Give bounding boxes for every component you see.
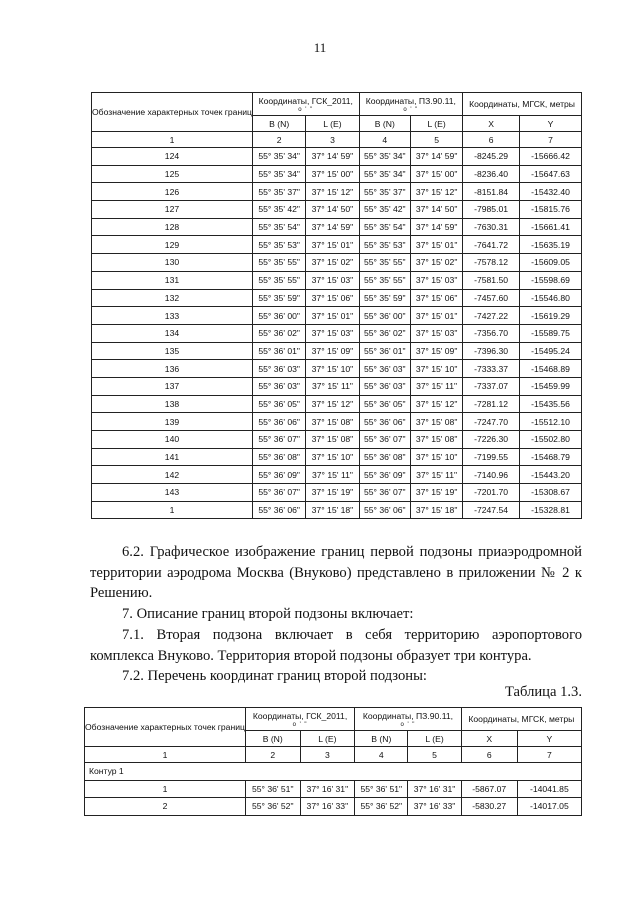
col-header-pz bbox=[359, 93, 463, 116]
table-row bbox=[85, 798, 582, 816]
table-cell: -15609.05 bbox=[520, 254, 582, 272]
table-cell: -7140.96 bbox=[463, 466, 520, 484]
table-cell: 141 bbox=[92, 448, 253, 466]
table-cell: 37° 15' 01" bbox=[306, 307, 359, 325]
pz-units: о ' " bbox=[400, 721, 416, 728]
table-row bbox=[92, 431, 582, 449]
table-cell: -15598.69 bbox=[520, 271, 582, 289]
table-cell: 55° 36' 06" bbox=[252, 413, 305, 431]
table-cell: 55° 35' 34" bbox=[359, 165, 411, 183]
col-header-b: B (N) bbox=[359, 116, 411, 132]
gsk-units: о ' " bbox=[298, 106, 314, 113]
table-cell: -8151.84 bbox=[463, 183, 520, 201]
column-number: 7 bbox=[517, 747, 581, 763]
table-cell: 37° 15' 01" bbox=[411, 307, 463, 325]
table-cell: -7226.30 bbox=[463, 431, 520, 449]
table-cell: 55° 35' 54" bbox=[252, 218, 305, 236]
table-row bbox=[92, 360, 582, 378]
table-cell: 55° 35' 34" bbox=[359, 148, 411, 166]
table-cell: -15666.42 bbox=[520, 148, 582, 166]
table-cell: -7333.37 bbox=[463, 360, 520, 378]
table-cell: 55° 36' 52" bbox=[245, 798, 300, 816]
table-cell: 132 bbox=[92, 289, 253, 307]
table-row bbox=[92, 271, 582, 289]
col-header-mgsk: Координаты, МГСК, метры bbox=[461, 708, 581, 731]
table-cell: 37° 14' 59" bbox=[306, 218, 359, 236]
table-cell: 55° 36' 05" bbox=[359, 395, 411, 413]
table-cell: 140 bbox=[92, 431, 253, 449]
table-cell: 55° 35' 55" bbox=[359, 254, 411, 272]
table-cell: 37° 15' 03" bbox=[411, 271, 463, 289]
table-cell: 55° 36' 08" bbox=[359, 448, 411, 466]
table-cell: -7199.55 bbox=[463, 448, 520, 466]
table-cell: 55° 36' 08" bbox=[252, 448, 305, 466]
column-number: 6 bbox=[461, 747, 517, 763]
col-header-mgsk: Координаты, МГСК, метры bbox=[463, 93, 582, 116]
table-cell: 37° 14' 59" bbox=[411, 218, 463, 236]
column-number: 3 bbox=[300, 747, 355, 763]
table-cell: -7581.50 bbox=[463, 271, 520, 289]
table-cell: 37° 15' 03" bbox=[306, 324, 359, 342]
table-cell: 37° 15' 08" bbox=[306, 431, 359, 449]
table-cell: -15468.79 bbox=[520, 448, 582, 466]
table-cell: 55° 36' 01" bbox=[252, 342, 305, 360]
column-number: 4 bbox=[355, 747, 408, 763]
contour-group-row bbox=[85, 763, 582, 781]
table-cell: 55° 36' 09" bbox=[359, 466, 411, 484]
column-number: 1 bbox=[85, 747, 246, 763]
paragraph-7-2: 7.2. Перечень координат границ второй подзоны: bbox=[122, 668, 427, 684]
table-cell: -7630.31 bbox=[463, 218, 520, 236]
table-cell: 37° 15' 18" bbox=[411, 501, 463, 519]
contour-label: Контур 1 bbox=[85, 763, 582, 781]
column-number: 5 bbox=[408, 747, 461, 763]
table-row bbox=[92, 466, 582, 484]
table-cell: 37° 15' 08" bbox=[411, 431, 463, 449]
table-cell: 37° 16' 33" bbox=[408, 798, 461, 816]
column-number: 1 bbox=[92, 132, 253, 148]
table-row bbox=[92, 413, 582, 431]
table-cell: 37° 15' 19" bbox=[306, 484, 359, 502]
table-cell: 55° 36' 02" bbox=[252, 324, 305, 342]
table-cell: 37° 15' 11" bbox=[411, 377, 463, 395]
gsk-title: Координаты, ГСК_2011, bbox=[252, 710, 348, 721]
table-cell: -15435.56 bbox=[520, 395, 582, 413]
table-cell: -7356.70 bbox=[463, 324, 520, 342]
gsk-units: о ' " bbox=[292, 721, 308, 728]
table-cell: -15432.40 bbox=[520, 183, 582, 201]
paragraph-6-2: 6.2. Графическое изображение границ первой подзоны приаэродромной территории аэродрома Москва (Внуково) представлено в приложении № 2 к Решению. bbox=[90, 544, 582, 601]
table-cell: 55° 36' 00" bbox=[252, 307, 305, 325]
table-cell: 55° 35' 55" bbox=[359, 271, 411, 289]
table-cell: 37° 15' 03" bbox=[411, 324, 463, 342]
table-cell: 55° 35' 59" bbox=[359, 289, 411, 307]
table-cell: -14017.05 bbox=[517, 798, 581, 816]
table-cell: 127 bbox=[92, 201, 253, 219]
col-header-x: X bbox=[463, 116, 520, 132]
table-cell: -15468.89 bbox=[520, 360, 582, 378]
table-cell: -8245.29 bbox=[463, 148, 520, 166]
table-cell: 37° 15' 02" bbox=[411, 254, 463, 272]
table-cell: -14041.85 bbox=[517, 780, 581, 798]
table-cell: -15546.80 bbox=[520, 289, 582, 307]
table-cell: -15443.20 bbox=[520, 466, 582, 484]
table-row bbox=[92, 501, 582, 519]
table-cell: 37° 15' 00" bbox=[306, 165, 359, 183]
table-cell: 37° 15' 12" bbox=[306, 183, 359, 201]
table-cell: 37° 16' 31" bbox=[408, 780, 461, 798]
table-cell: 37° 15' 06" bbox=[306, 289, 359, 307]
table-row bbox=[92, 289, 582, 307]
table-cell: -15495.24 bbox=[520, 342, 582, 360]
table-row bbox=[92, 236, 582, 254]
table-cell: -7201.70 bbox=[463, 484, 520, 502]
table-cell: -7578.12 bbox=[463, 254, 520, 272]
table-cell: 55° 36' 03" bbox=[252, 360, 305, 378]
table-cell: 55° 36' 05" bbox=[252, 395, 305, 413]
table-cell: -5830.27 bbox=[461, 798, 517, 816]
column-number: 2 bbox=[245, 747, 300, 763]
coordinates-table-1 bbox=[91, 92, 582, 519]
table-cell: -15308.67 bbox=[520, 484, 582, 502]
table-cell: 55° 36' 07" bbox=[359, 484, 411, 502]
table-cell: -5867.07 bbox=[461, 780, 517, 798]
col-header-l: L (E) bbox=[411, 116, 463, 132]
table-cell: -15502.80 bbox=[520, 431, 582, 449]
table-cell: -15512.10 bbox=[520, 413, 582, 431]
coordinates-table-2 bbox=[84, 707, 582, 816]
table-cell: -7396.30 bbox=[463, 342, 520, 360]
col-header-point: Обозначение характерных точек границ bbox=[92, 93, 253, 132]
page-number: 11 bbox=[313, 40, 327, 55]
col-header-y: Y bbox=[520, 116, 582, 132]
col-header-b: B (N) bbox=[245, 731, 300, 747]
table-row bbox=[92, 148, 582, 166]
table-cell: 55° 35' 54" bbox=[359, 218, 411, 236]
table-cell: 138 bbox=[92, 395, 253, 413]
table-row bbox=[92, 201, 582, 219]
table-cell: 55° 36' 06" bbox=[359, 413, 411, 431]
table-cell: 55° 35' 53" bbox=[359, 236, 411, 254]
table-cell: -8236.40 bbox=[463, 165, 520, 183]
table-cell: -7641.72 bbox=[463, 236, 520, 254]
table-cell: 124 bbox=[92, 148, 253, 166]
table-cell: 37° 15' 00" bbox=[411, 165, 463, 183]
col-header-b: B (N) bbox=[355, 731, 408, 747]
table-row bbox=[85, 780, 582, 798]
column-number: 2 bbox=[252, 132, 305, 148]
table-row bbox=[92, 448, 582, 466]
table-cell: 55° 36' 07" bbox=[359, 431, 411, 449]
table-cell: 37° 15' 12" bbox=[411, 395, 463, 413]
table-cell: 133 bbox=[92, 307, 253, 325]
table-cell: 55° 36' 02" bbox=[359, 324, 411, 342]
table-cell: 55° 36' 01" bbox=[359, 342, 411, 360]
table-cell: 55° 36' 52" bbox=[355, 798, 408, 816]
table-cell: 37° 14' 59" bbox=[411, 148, 463, 166]
table-cell: 125 bbox=[92, 165, 253, 183]
table-row bbox=[92, 254, 582, 272]
table-cell: 37° 15' 12" bbox=[306, 395, 359, 413]
table-cell: 37° 14' 50" bbox=[306, 201, 359, 219]
table-row bbox=[92, 395, 582, 413]
column-number-row bbox=[85, 747, 582, 763]
table-cell: -7337.07 bbox=[463, 377, 520, 395]
col-header-l: L (E) bbox=[306, 116, 359, 132]
table-cell: -15635.19 bbox=[520, 236, 582, 254]
table-row bbox=[92, 324, 582, 342]
table-row bbox=[92, 377, 582, 395]
col-header-b: B (N) bbox=[252, 116, 305, 132]
table-cell: 55° 35' 37" bbox=[359, 183, 411, 201]
pz-units: о ' " bbox=[403, 106, 419, 113]
table-cell: 55° 35' 42" bbox=[359, 201, 411, 219]
coordinates-table-1-body bbox=[92, 148, 582, 519]
col-header-gsk bbox=[245, 708, 354, 731]
table-cell: 37° 15' 11" bbox=[411, 466, 463, 484]
table-cell: 55° 36' 09" bbox=[252, 466, 305, 484]
table-cell: 37° 15' 11" bbox=[306, 377, 359, 395]
table-caption: Таблица 1.3. bbox=[504, 684, 582, 700]
table-cell: 55° 35' 34" bbox=[252, 165, 305, 183]
column-number: 7 bbox=[520, 132, 582, 148]
table-cell: 37° 15' 09" bbox=[411, 342, 463, 360]
table-cell: 130 bbox=[92, 254, 253, 272]
table-cell: 55° 36' 03" bbox=[252, 377, 305, 395]
table-cell: 134 bbox=[92, 324, 253, 342]
table-cell: -15589.75 bbox=[520, 324, 582, 342]
table-cell: -7985.01 bbox=[463, 201, 520, 219]
col-header-y: Y bbox=[517, 731, 581, 747]
table-cell: 55° 36' 03" bbox=[359, 377, 411, 395]
pz-title: Координаты, ПЗ.90.11, bbox=[362, 710, 454, 721]
table-cell: 55° 36' 51" bbox=[245, 780, 300, 798]
table-cell: 2 bbox=[85, 798, 246, 816]
paragraph-7-1: 7.1. Вторая подзона включает в себя территорию аэропортового комплекса Внуково. Территория второй подзоны образует три контура. bbox=[90, 627, 582, 664]
table-cell: 55° 36' 07" bbox=[252, 431, 305, 449]
table-cell: 55° 35' 37" bbox=[252, 183, 305, 201]
table-row bbox=[92, 165, 582, 183]
table-cell: 37° 15' 01" bbox=[411, 236, 463, 254]
gsk-title: Координаты, ГСК_2011, bbox=[258, 95, 353, 106]
coordinates-table-2-body bbox=[85, 763, 582, 816]
table-cell: 1 bbox=[85, 780, 246, 798]
col-header-pz bbox=[355, 708, 462, 731]
table-cell: 37° 15' 08" bbox=[411, 413, 463, 431]
table-cell: 139 bbox=[92, 413, 253, 431]
table-cell: 129 bbox=[92, 236, 253, 254]
table-cell: 37° 14' 59" bbox=[306, 148, 359, 166]
table-cell: -15328.81 bbox=[520, 501, 582, 519]
table-cell: 55° 35' 34" bbox=[252, 148, 305, 166]
column-number: 4 bbox=[359, 132, 411, 148]
table-cell: 37° 15' 10" bbox=[306, 360, 359, 378]
pz-title: Координаты, ПЗ.90.11, bbox=[365, 95, 456, 106]
table-cell: 55° 36' 06" bbox=[359, 501, 411, 519]
col-header-gsk bbox=[252, 93, 359, 116]
table-cell: 37° 15' 10" bbox=[411, 448, 463, 466]
table-cell: 37° 15' 06" bbox=[411, 289, 463, 307]
table-cell: -15661.41 bbox=[520, 218, 582, 236]
table-cell: 37° 15' 18" bbox=[306, 501, 359, 519]
table-cell: 1 bbox=[92, 501, 253, 519]
table-cell: 37° 15' 02" bbox=[306, 254, 359, 272]
table-cell: 55° 35' 59" bbox=[252, 289, 305, 307]
table-cell: 55° 35' 55" bbox=[252, 271, 305, 289]
table-cell: 55° 36' 07" bbox=[252, 484, 305, 502]
table-cell: -15647.63 bbox=[520, 165, 582, 183]
table-cell: -15619.29 bbox=[520, 307, 582, 325]
table-cell: 131 bbox=[92, 271, 253, 289]
table-cell: 37° 15' 12" bbox=[411, 183, 463, 201]
table-cell: 37° 15' 19" bbox=[411, 484, 463, 502]
column-number: 5 bbox=[411, 132, 463, 148]
table-row bbox=[92, 218, 582, 236]
table-cell: 137 bbox=[92, 377, 253, 395]
table-cell: -7457.60 bbox=[463, 289, 520, 307]
table-cell: 55° 36' 06" bbox=[252, 501, 305, 519]
table-cell: -15815.76 bbox=[520, 201, 582, 219]
table-cell: -7427.22 bbox=[463, 307, 520, 325]
col-header-l: L (E) bbox=[408, 731, 461, 747]
table-cell: 55° 36' 51" bbox=[355, 780, 408, 798]
table-cell: 37° 16' 33" bbox=[300, 798, 355, 816]
column-number: 6 bbox=[463, 132, 520, 148]
table-cell: 136 bbox=[92, 360, 253, 378]
table-cell: 143 bbox=[92, 484, 253, 502]
table-cell: 37° 16' 31" bbox=[300, 780, 355, 798]
table-cell: 128 bbox=[92, 218, 253, 236]
col-header-l: L (E) bbox=[300, 731, 355, 747]
table-cell: 37° 15' 10" bbox=[411, 360, 463, 378]
table-cell: 37° 14' 50" bbox=[411, 201, 463, 219]
table-cell: 37° 15' 09" bbox=[306, 342, 359, 360]
table-row bbox=[92, 183, 582, 201]
paragraph-7: 7. Описание границ второй подзоны включает: bbox=[122, 606, 414, 622]
table-cell: 37° 15' 11" bbox=[306, 466, 359, 484]
col-header-x: X bbox=[461, 731, 517, 747]
table-cell: -7247.70 bbox=[463, 413, 520, 431]
table-cell: 37° 15' 01" bbox=[306, 236, 359, 254]
column-number: 3 bbox=[306, 132, 359, 148]
table-cell: -15459.99 bbox=[520, 377, 582, 395]
table-cell: -7281.12 bbox=[463, 395, 520, 413]
col-header-point: Обозначение характерных точек границ bbox=[85, 708, 246, 747]
table-row bbox=[92, 307, 582, 325]
table-cell: 55° 35' 42" bbox=[252, 201, 305, 219]
table-cell: 135 bbox=[92, 342, 253, 360]
table-row bbox=[92, 342, 582, 360]
table-row bbox=[92, 484, 582, 502]
table-cell: 55° 36' 00" bbox=[359, 307, 411, 325]
table-cell: 126 bbox=[92, 183, 253, 201]
table-cell: -7247.54 bbox=[463, 501, 520, 519]
table-cell: 55° 36' 03" bbox=[359, 360, 411, 378]
table-cell: 37° 15' 03" bbox=[306, 271, 359, 289]
table-cell: 142 bbox=[92, 466, 253, 484]
table-cell: 55° 35' 53" bbox=[252, 236, 305, 254]
table-cell: 37° 15' 10" bbox=[306, 448, 359, 466]
table-cell: 37° 15' 08" bbox=[306, 413, 359, 431]
column-number-row bbox=[92, 132, 582, 148]
table-cell: 55° 35' 55" bbox=[252, 254, 305, 272]
